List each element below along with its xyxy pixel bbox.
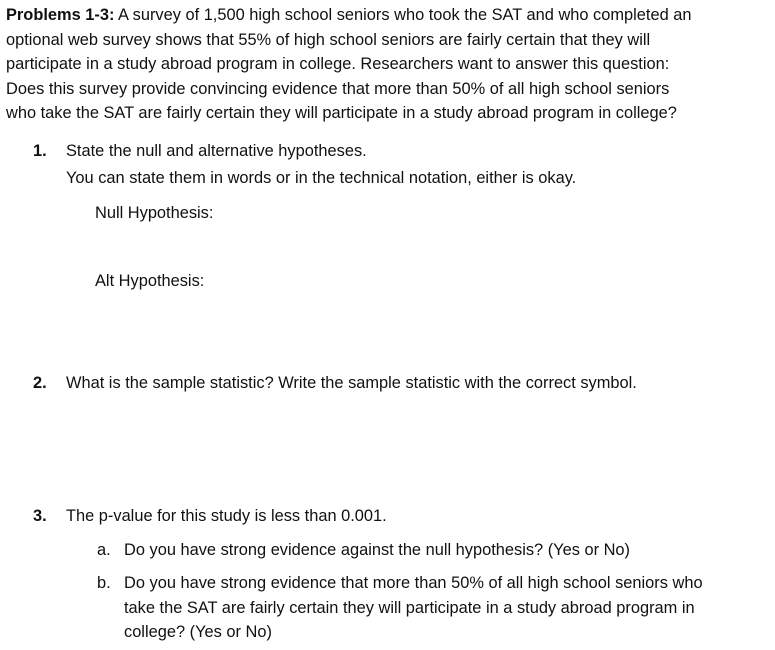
intro-line-3: participate in a study abroad program in college. Researchers want to answer this question: <box>6 55 670 73</box>
question-3b-line-1: Do you have strong evidence that more than 50% of all high school seniors who <box>124 574 703 592</box>
question-3b-letter: b. <box>97 574 111 592</box>
question-1-subtext: You can state them in words or in the technical notation, either is okay. <box>66 169 577 187</box>
question-3-text: The p-value for this study is less than 0.001. <box>66 507 387 525</box>
intro-line-1 <box>6 3 771 28</box>
intro-text-1: A survey of 1,500 high school seniors who took the SAT and who completed an <box>114 6 692 24</box>
question-3a-line: Do you have strong evidence against the null hypothesis? (Yes or No) <box>124 541 630 559</box>
question-3a-letter: a. <box>97 541 111 559</box>
question-1-number: 1. <box>33 142 47 160</box>
problem-intro <box>6 0 771 126</box>
null-hypothesis-label: Null Hypothesis: <box>95 204 214 222</box>
alt-hypothesis-label: Alt Hypothesis: <box>95 272 205 290</box>
question-3a-text <box>124 538 774 563</box>
question-3b-text <box>124 571 774 645</box>
question-3b-line-2: take the SAT are fairly certain they will participate in a study abroad program in <box>124 598 695 617</box>
intro-line-5: who take the SAT are fairly certain they will participate in a study abroad program in college? <box>6 104 677 122</box>
problems-heading: Problems 1-3: <box>6 6 115 24</box>
intro-line-2: optional web survey shows that 55% of high school seniors are fairly certain that they will <box>6 30 651 49</box>
question-3-number: 3. <box>33 507 47 525</box>
question-2-text: What is the sample statistic? Write the sample statistic with the correct symbol. <box>66 374 637 392</box>
question-2-number: 2. <box>33 374 47 392</box>
question-3b-line-3: college? (Yes or No) <box>124 623 272 641</box>
worksheet-page <box>6 0 771 641</box>
question-1-text: State the null and alternative hypotheses. <box>66 142 367 160</box>
intro-line-4: Does this survey provide convincing evidence that more than 50% of all high school seniors <box>6 79 670 98</box>
